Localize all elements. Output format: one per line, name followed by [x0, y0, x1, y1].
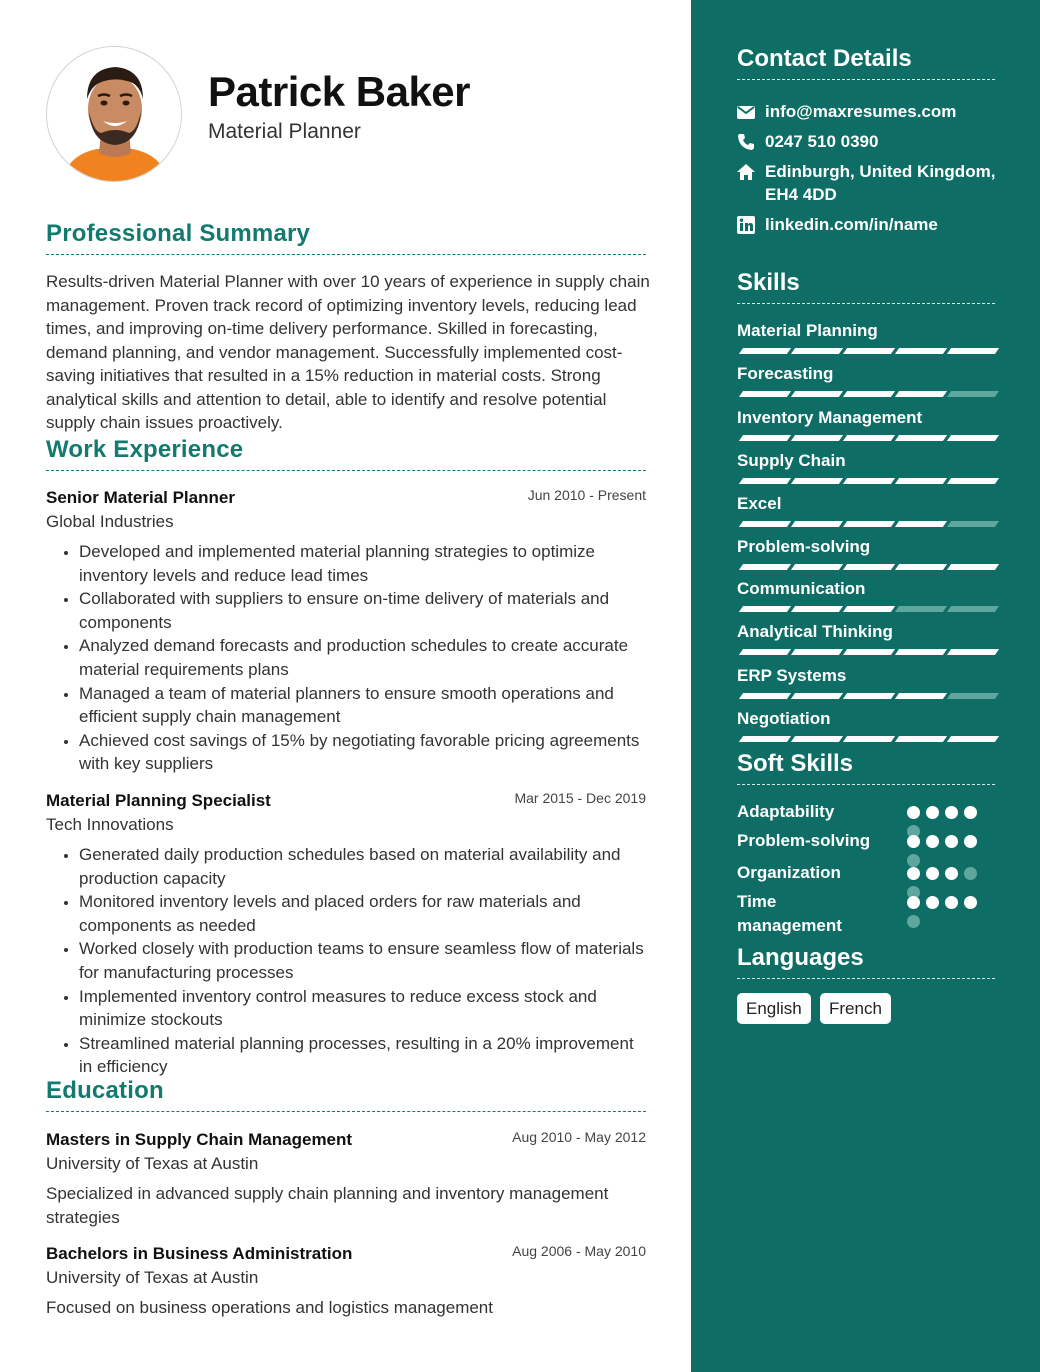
skill-bar-segment-filled [895, 521, 947, 527]
skill-bar-segment-filled [791, 521, 843, 527]
job-title: Material Planning Specialist [46, 791, 271, 810]
job-bullet: • Monitored inventory levels and placed orders for raw materials and components as needed [79, 890, 646, 937]
language-tag: English [737, 993, 811, 1024]
skill-level-bar [737, 435, 995, 442]
skill-bar-segment-filled [791, 348, 843, 354]
job-company: Global Industries [46, 512, 174, 531]
rating-dot-empty [964, 867, 977, 880]
skill-bar-segment-empty [947, 391, 999, 397]
skill-bar-segment-filled [895, 693, 947, 699]
skill-level-bar [737, 606, 995, 613]
skill-bar-segment-filled [947, 348, 999, 354]
job-bullet: • Analyzed demand forecasts and production schedules to create accurate material requirements plans [79, 634, 646, 681]
envelope-icon [737, 103, 755, 121]
job-bullet: • Achieved cost savings of 15% by negotiating favorable pricing agreements with key suppliers [79, 729, 646, 776]
job-entry [46, 790, 646, 1079]
skill-item [737, 536, 995, 558]
contact-email[interactable] [737, 100, 1007, 124]
language-tag: French [820, 993, 891, 1024]
sidebar [691, 0, 1040, 1372]
skill-bar-segment-filled [947, 564, 999, 570]
phone-icon [737, 133, 755, 151]
skill-bar-segment-empty [947, 693, 999, 699]
skill-item [737, 665, 995, 687]
skill-item [737, 363, 995, 385]
linkedin-icon [737, 216, 755, 234]
soft-skill-rating [907, 896, 997, 910]
skill-bar-segment-filled [739, 693, 791, 699]
job-title: Senior Material Planner [46, 488, 235, 507]
skill-bar-segment-filled [739, 478, 791, 484]
skill-bar-segment-filled [791, 564, 843, 570]
skill-level-bar [737, 564, 995, 571]
skill-level-bar [737, 478, 995, 485]
skill-label: Excel [737, 494, 782, 513]
contact-email-text: info@maxresumes.com [765, 102, 957, 121]
section-heading-experience: Work Experience [46, 436, 646, 471]
soft-skill-rating [907, 806, 997, 820]
soft-skill-label: Organization [737, 863, 841, 882]
skill-label: Communication [737, 579, 866, 598]
skill-bar-segment-filled [843, 606, 895, 612]
skill-bar-segment-filled [739, 736, 791, 742]
section-heading-languages: Languages [737, 944, 995, 979]
rating-dot-filled [926, 806, 939, 819]
skill-label: Negotiation [737, 709, 831, 728]
skill-bar-segment-filled [843, 391, 895, 397]
rating-dot-filled [945, 896, 958, 909]
soft-skill-item [737, 800, 997, 824]
section-heading-summary: Professional Summary [46, 220, 646, 255]
resume-header [46, 46, 646, 182]
education-date: Aug 2006 - May 2010 [512, 1243, 646, 1259]
skill-level-bar [737, 521, 995, 528]
skill-bar-segment-empty [947, 521, 999, 527]
skill-bar-segment-filled [791, 478, 843, 484]
skill-item [737, 493, 995, 515]
degree-title: Masters in Supply Chain Management [46, 1130, 353, 1149]
degree-title: Bachelors in Business Administration [46, 1244, 353, 1263]
skill-bar-segment-filled [947, 478, 999, 484]
job-bullet: • Developed and implemented material planning strategies to optimize inventory levels and reduce lead times [79, 540, 646, 587]
skill-bar-segment-filled [843, 564, 895, 570]
rating-dot-filled [945, 867, 958, 880]
skill-bar-segment-filled [739, 435, 791, 441]
contact-linkedin-text: linkedin.com/in/name [765, 215, 938, 234]
skill-bar-segment-filled [947, 736, 999, 742]
skill-bar-segment-filled [791, 435, 843, 441]
skill-bar-segment-filled [895, 478, 947, 484]
skill-item [737, 621, 995, 643]
skill-bar-segment-filled [739, 564, 791, 570]
skill-bar-segment-filled [947, 649, 999, 655]
skill-bar-segment-filled [791, 736, 843, 742]
section-heading-education: Education [46, 1077, 646, 1112]
skill-level-bar [737, 693, 995, 700]
contact-address [737, 160, 1007, 208]
education-entry [46, 1129, 646, 1229]
skill-item [737, 578, 995, 600]
soft-skill-rating [907, 835, 997, 849]
summary-text: Results-driven Material Planner with over 10 years of experience in supply chain management. Proven track record of optimizing inventory levels, reducing lead times, and improving on-time delivery performance. Skilled in forecasting, demand planning, and vendor management. Successfully implemented cost-saving initiatives that resulted in a 15% reduction in material costs. Strong analytical skills and attention to detail, able to identify and resolve potential supply chain issues proactively. [46, 272, 650, 432]
skill-bar-segment-filled [791, 606, 843, 612]
school-name: University of Texas at Austin [46, 1154, 259, 1173]
skill-bar-segment-filled [843, 348, 895, 354]
candidate-name: Patrick Baker [208, 68, 471, 115]
skill-label: Analytical Thinking [737, 622, 893, 641]
job-bullet: • Collaborated with suppliers to ensure on-time delivery of materials and components [79, 587, 646, 634]
school-name: University of Texas at Austin [46, 1268, 259, 1287]
skill-bar-segment-filled [895, 736, 947, 742]
section-heading-soft-skills: Soft Skills [737, 750, 995, 785]
skill-bar-segment-filled [739, 521, 791, 527]
job-bullet: • Generated daily production schedules based on material availability and production capacity [79, 843, 646, 890]
skill-bar-segment-filled [895, 649, 947, 655]
section-heading-contact: Contact Details [737, 45, 995, 80]
skill-label: Supply Chain [737, 451, 846, 470]
rating-dot-filled [964, 806, 977, 819]
skill-label: ERP Systems [737, 666, 847, 685]
soft-skill-item [737, 890, 997, 938]
soft-skill-label: Problem-solving [737, 831, 871, 850]
rating-dot-filled [907, 835, 920, 848]
job-date: Mar 2015 - Dec 2019 [514, 790, 646, 806]
skill-bar-segment-filled [895, 564, 947, 570]
section-heading-skills: Skills [737, 269, 995, 304]
contact-phone-text: 0247 510 0390 [765, 132, 879, 151]
rating-dot-filled [907, 896, 920, 909]
education-description: Specialized in advanced supply chain planning and inventory management strategies [46, 1184, 609, 1227]
skill-item [737, 320, 995, 342]
rating-dot-empty [907, 915, 920, 928]
soft-skill-label: Adaptability [737, 802, 835, 821]
profile-photo [46, 46, 182, 182]
job-entry [46, 487, 646, 776]
skill-bar-segment-filled [791, 693, 843, 699]
skill-bar-segment-filled [843, 521, 895, 527]
skill-item [737, 407, 995, 429]
skill-level-bar [737, 649, 995, 656]
skill-level-bar [737, 391, 995, 398]
job-bullets [46, 843, 646, 1079]
skill-bar-segment-filled [739, 348, 791, 354]
skill-label: Forecasting [737, 364, 834, 383]
job-bullet: • Worked closely with production teams to ensure seamless flow of materials for manufacturing processes [79, 937, 646, 984]
skill-bar-segment-empty [947, 606, 999, 612]
job-bullet: • Implemented inventory control measures to reduce excess stock and minimize stockouts [79, 985, 646, 1032]
rating-dot-filled [964, 896, 977, 909]
skill-level-bar [737, 736, 995, 743]
skill-bar-segment-filled [739, 606, 791, 612]
skill-bar-segment-filled [739, 649, 791, 655]
rating-dot-filled [945, 835, 958, 848]
soft-skill-label: Time management [737, 892, 842, 935]
skill-item [737, 450, 995, 472]
job-bullet: • Managed a team of material planners to ensure smooth operations and efficient supply chain management [79, 682, 646, 729]
skill-bar-segment-empty [895, 606, 947, 612]
rating-dot-filled [907, 806, 920, 819]
skill-level-bar [737, 348, 995, 355]
skill-bar-segment-filled [791, 649, 843, 655]
candidate-title: Material Planner [208, 120, 361, 143]
skill-bar-segment-filled [739, 391, 791, 397]
skill-bar-segment-filled [895, 391, 947, 397]
skill-item [737, 708, 995, 730]
home-icon [737, 163, 755, 181]
education-date: Aug 2010 - May 2012 [512, 1129, 646, 1145]
skill-bar-segment-filled [843, 693, 895, 699]
education-description: Focused on business operations and logistics management [46, 1298, 493, 1317]
skill-bar-segment-filled [843, 736, 895, 742]
skill-label: Material Planning [737, 321, 878, 340]
skill-bar-segment-filled [843, 649, 895, 655]
rating-dot-filled [926, 896, 939, 909]
rating-dot-filled [926, 835, 939, 848]
job-bullet: • Streamlined material planning processes, resulting in a 20% improvement in efficiency [79, 1032, 646, 1079]
skill-bar-segment-filled [843, 478, 895, 484]
job-company: Tech Innovations [46, 815, 174, 834]
contact-phone[interactable] [737, 130, 1007, 154]
skill-bar-segment-filled [843, 435, 895, 441]
rating-dot-filled [964, 835, 977, 848]
skill-bar-segment-filled [947, 435, 999, 441]
rating-dot-filled [926, 867, 939, 880]
skill-label: Inventory Management [737, 408, 923, 427]
skill-bar-segment-filled [791, 391, 843, 397]
skill-bar-segment-filled [895, 348, 947, 354]
soft-skill-item [737, 829, 997, 853]
soft-skill-item [737, 861, 997, 885]
job-bullets [46, 540, 646, 776]
skill-bar-segment-filled [895, 435, 947, 441]
education-entry [46, 1243, 646, 1320]
rating-dot-filled [945, 806, 958, 819]
skill-label: Problem-solving [737, 537, 871, 556]
contact-linkedin[interactable] [737, 213, 1007, 237]
soft-skill-rating [907, 867, 997, 881]
rating-dot-filled [907, 867, 920, 880]
contact-address-text: Edinburgh, United Kingdom, EH4 4DD [765, 162, 996, 204]
job-date: Jun 2010 - Present [527, 487, 646, 503]
avatar-portrait [47, 47, 182, 182]
